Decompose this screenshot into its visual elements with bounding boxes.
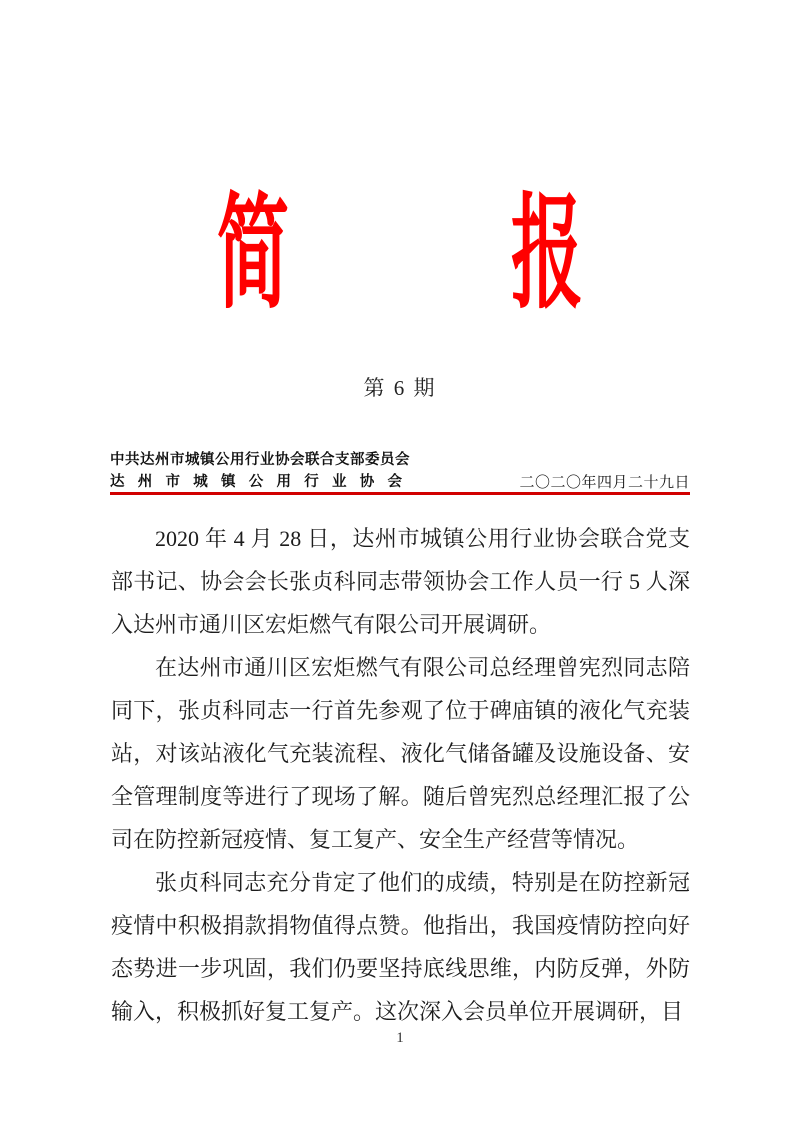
issue-date: 二〇二〇年四月二十九日 — [519, 475, 690, 491]
bulletin-title — [0, 186, 800, 323]
red-divider-rule — [110, 492, 690, 495]
title-char-bao: 报 — [511, 186, 583, 323]
masthead-row-2 — [110, 472, 690, 493]
paragraph-1: 2020 年 4 月 28 日，达州市城镇公用行业协会联合党支部书记、协会会长张贞科同志带领协会工作人员一行 5 人深入达州市通川区宏炬燃气有限公司开展调研。 — [111, 526, 690, 637]
page-number: 1 — [396, 1030, 404, 1046]
org-line-2: 达州市城镇公用行业协会 — [110, 474, 402, 490]
masthead — [110, 450, 690, 493]
paragraph-2: 在达州市通川区宏炬燃气有限公司总经理曾宪烈同志陪同下，张贞科同志一行首先参观了位于碑庙镇的液化气充装站，对该站液化气充装流程、液化气储备罐及设施设备、安全管理制度等进行了现场了解。随后曾宪烈总经理汇报了公司在防控新冠疫情、复工复产、安全生产经营等情况。 — [111, 655, 690, 852]
issue-number: 第 6 期 — [363, 376, 437, 400]
body-text — [111, 517, 690, 1033]
org-line-1: 中共达州市城镇公用行业协会联合支部委员会 — [110, 452, 410, 468]
paragraph-3: 张贞科同志充分肯定了他们的成绩，特别是在防控新冠疫情中积极捐款捐物值得点赞。他指出，我国疫情防控向好态势进一步巩固，我们仍要坚持底线思维，内防反弹，外防输入，积极抓好复工复产。这次深入会员单位开展调研，目 — [111, 870, 690, 1024]
title-char-jian: 简 — [217, 186, 289, 323]
